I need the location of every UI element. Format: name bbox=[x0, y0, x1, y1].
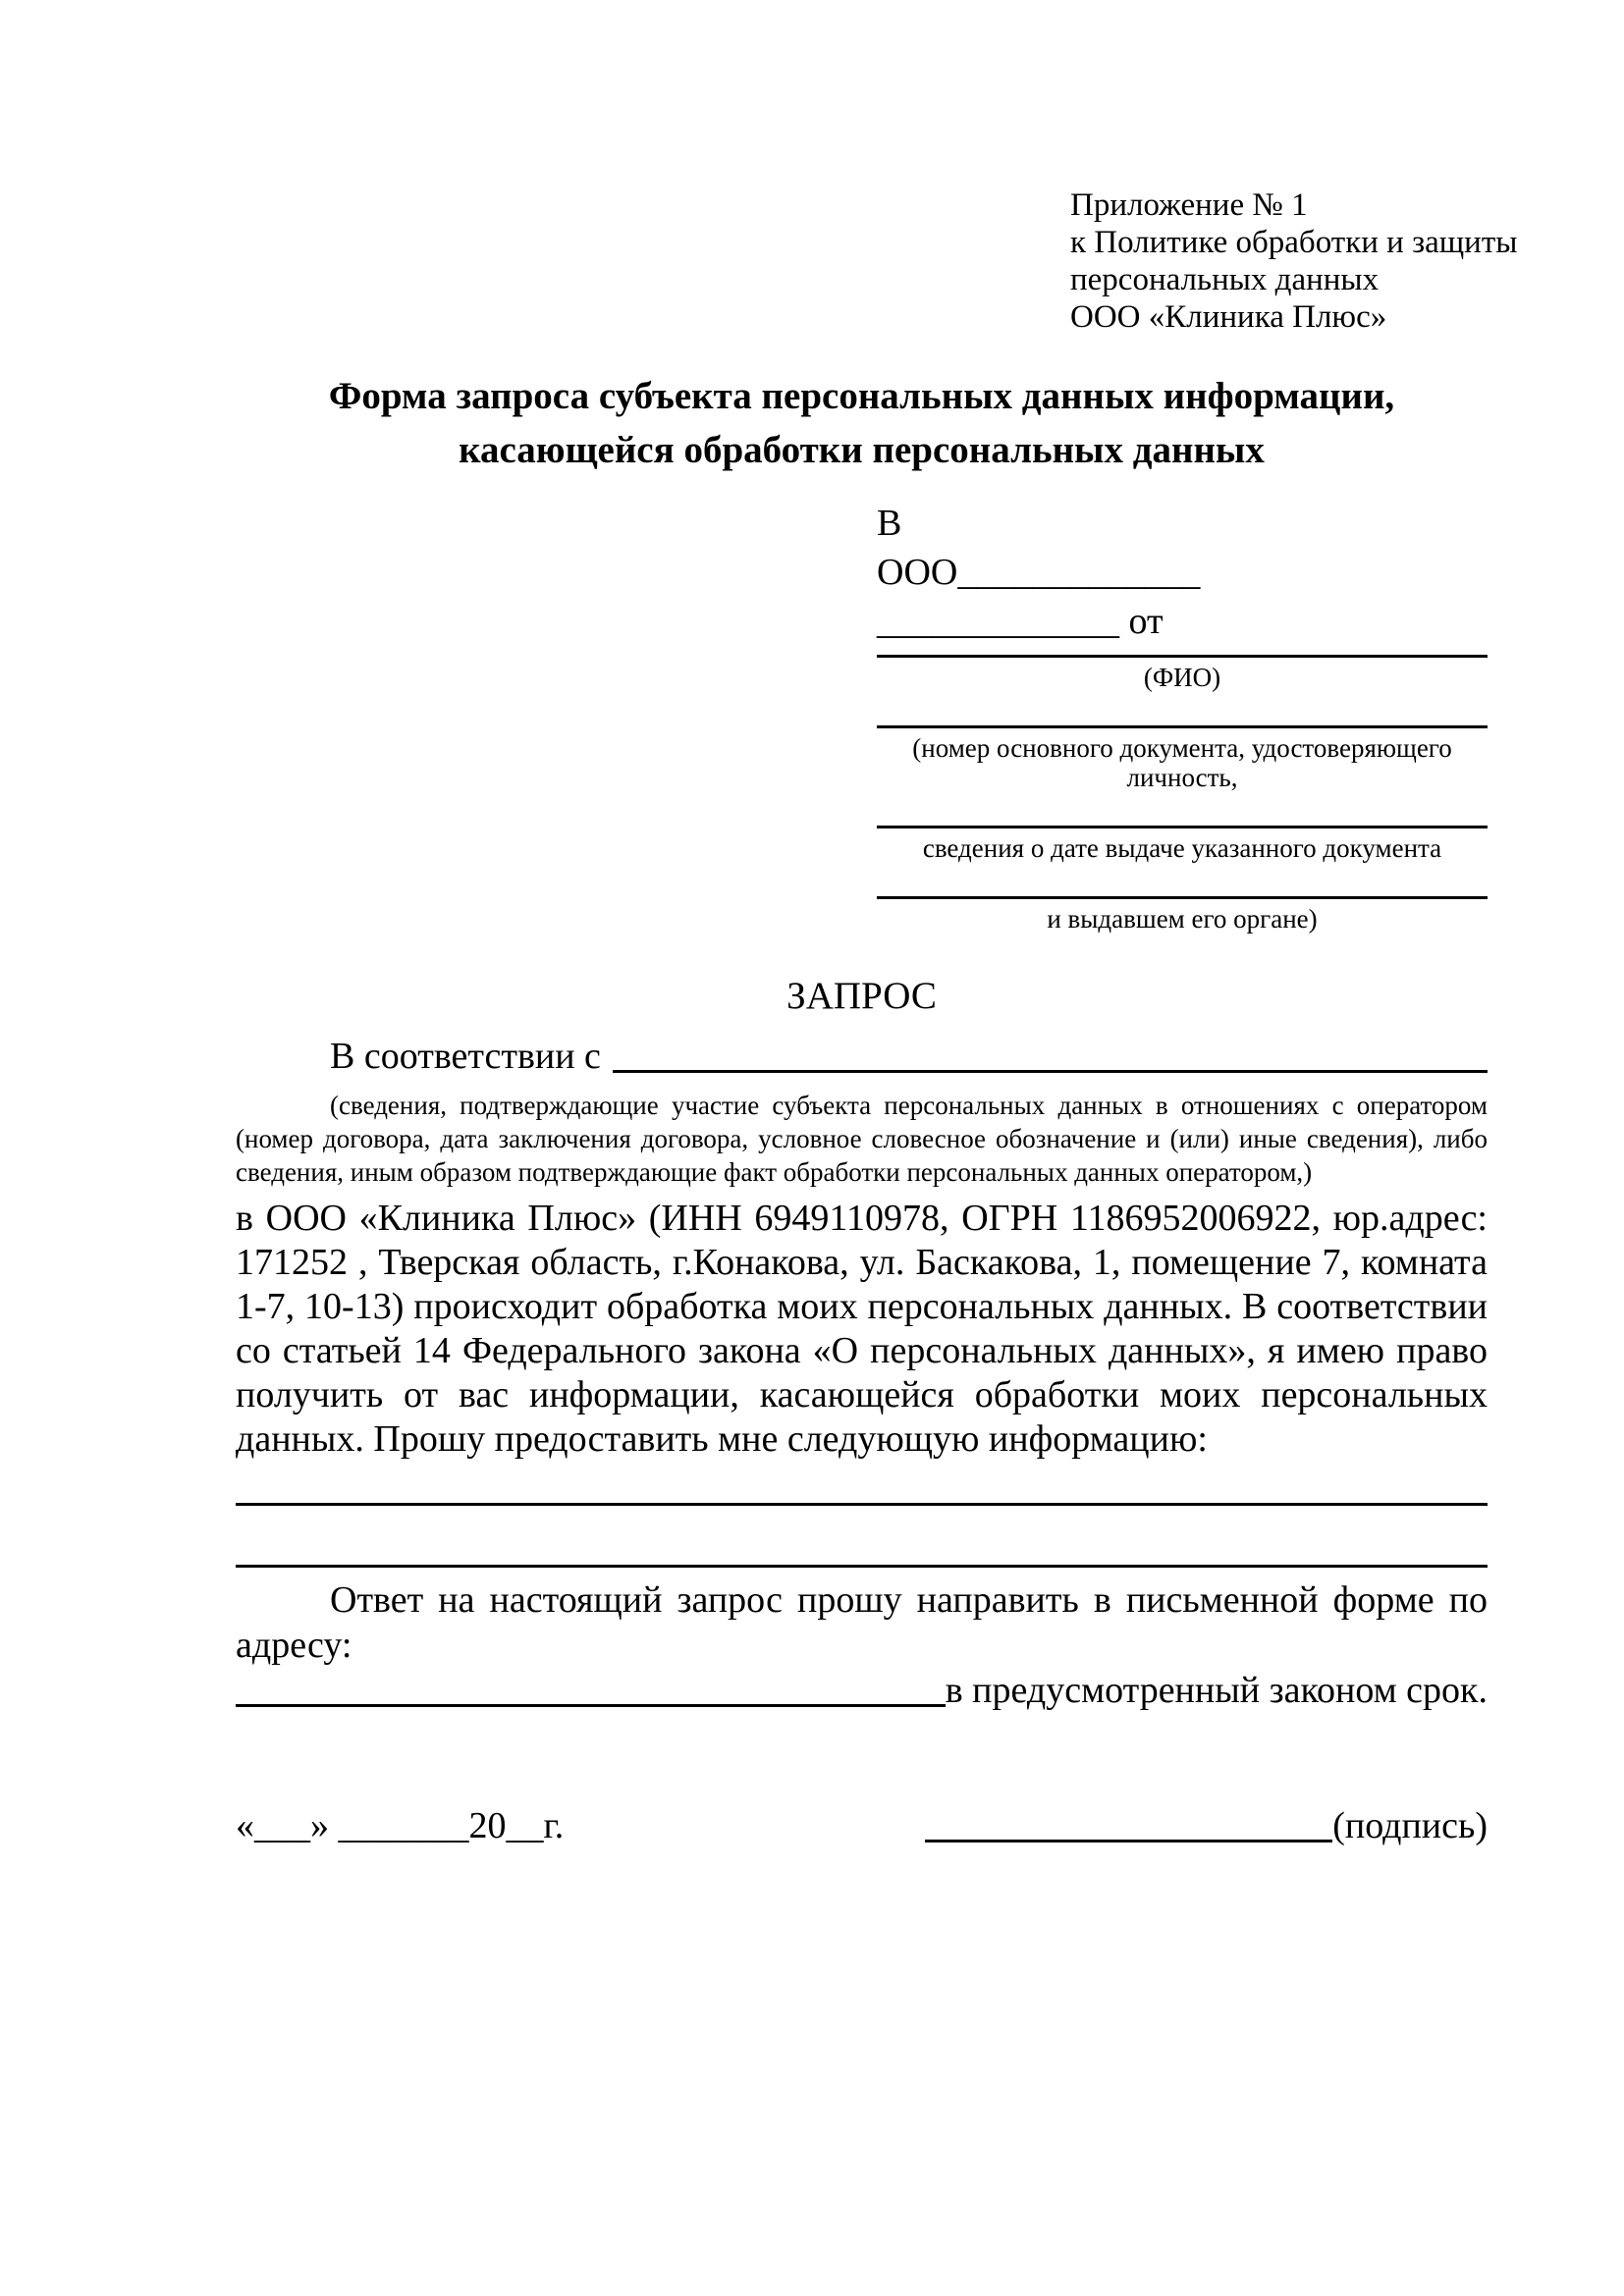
reply-address-row bbox=[236, 1668, 1488, 1713]
document-number-field bbox=[877, 725, 1488, 792]
reply-instruction: Ответ на настоящий запрос прошу направить в письменной форме по адресу: bbox=[236, 1579, 1488, 1666]
fine-print-note: (сведения, подтверждающие участие субъекта персональных данных в отношениях с оператором (номер договора, дата заключения договора, условное словесное обозначение и (или) иные сведения), либо сведения, иным образом подтверждающие факт обработки персональных данных оператором,) bbox=[236, 1091, 1488, 1187]
document-number-blank-line bbox=[877, 725, 1488, 728]
answer-blank-line-2 bbox=[236, 1565, 1488, 1568]
document-title-line-2: касающейся обработки персональных данных bbox=[459, 429, 1265, 471]
appendix-note-line: к Политике обработки и защиты bbox=[1070, 225, 1518, 260]
issuing-authority-field bbox=[877, 896, 1488, 934]
request-body: в ООО «Клиника Плюс» (ИНН 6949110978, ОГРН 1186952006922, юр.адрес: 171252 , Тверская область, г.Конакова, ул. Баскакова, 1, помещение 7, комната 1-7, 10-13) происходит обработка моих персональных данных. В соответствии со статьей 14 Федерального закона «О персональных данных», я имею право получить от вас информации, касающейся обработки моих персональных данных. Прошу предоставить мне следующую информацию: bbox=[236, 1198, 1488, 1460]
fio-caption: (ФИО) bbox=[1143, 663, 1221, 692]
request-heading: ЗАПРОС bbox=[786, 975, 937, 1017]
issue-date-caption: сведения о дате выдаче указанного документа bbox=[922, 833, 1442, 863]
footer-row bbox=[236, 1803, 1488, 1848]
issue-date-field bbox=[877, 826, 1488, 863]
appendix-note bbox=[1070, 187, 1518, 336]
addressee-company-line: ООО_____________ bbox=[877, 552, 1201, 593]
signature-blank-line bbox=[925, 1840, 1332, 1842]
reply-address-blank-line bbox=[236, 1704, 946, 1707]
document-title bbox=[236, 369, 1488, 477]
according-to-label: В соответствии с bbox=[330, 1036, 601, 1077]
signature-group bbox=[925, 1803, 1488, 1848]
fio-field bbox=[877, 655, 1488, 692]
appendix-note-line: Приложение № 1 bbox=[1070, 187, 1308, 223]
appendix-note-line: ООО «Клиника Плюс» bbox=[1070, 299, 1387, 335]
addressee-block bbox=[877, 499, 1488, 934]
fio-blank-line bbox=[877, 655, 1488, 658]
document-number-caption: (номер основного документа, удостоверяющего личность, bbox=[912, 733, 1452, 792]
addressee-to-label: В bbox=[877, 503, 902, 544]
date-field: «___» _______20__г. bbox=[236, 1805, 565, 1846]
addressee-from-line: _____________ от bbox=[877, 601, 1164, 642]
according-to-blank-line bbox=[613, 1070, 1488, 1073]
appendix-note-line: персональных данных bbox=[1070, 262, 1380, 297]
reply-deadline-text: в предусмотренный законом срок. bbox=[945, 1670, 1488, 1711]
issue-date-blank-line bbox=[877, 826, 1488, 828]
according-to-row bbox=[236, 1034, 1488, 1079]
issuing-authority-caption: и выдавшем его органе) bbox=[1047, 904, 1318, 934]
answer-blank-line-1 bbox=[236, 1503, 1488, 1506]
issuing-authority-blank-line bbox=[877, 896, 1488, 899]
signature-caption: (подпись) bbox=[1332, 1805, 1488, 1846]
document-title-line-1: Форма запроса субъекта персональных данных информации, bbox=[328, 375, 1395, 417]
